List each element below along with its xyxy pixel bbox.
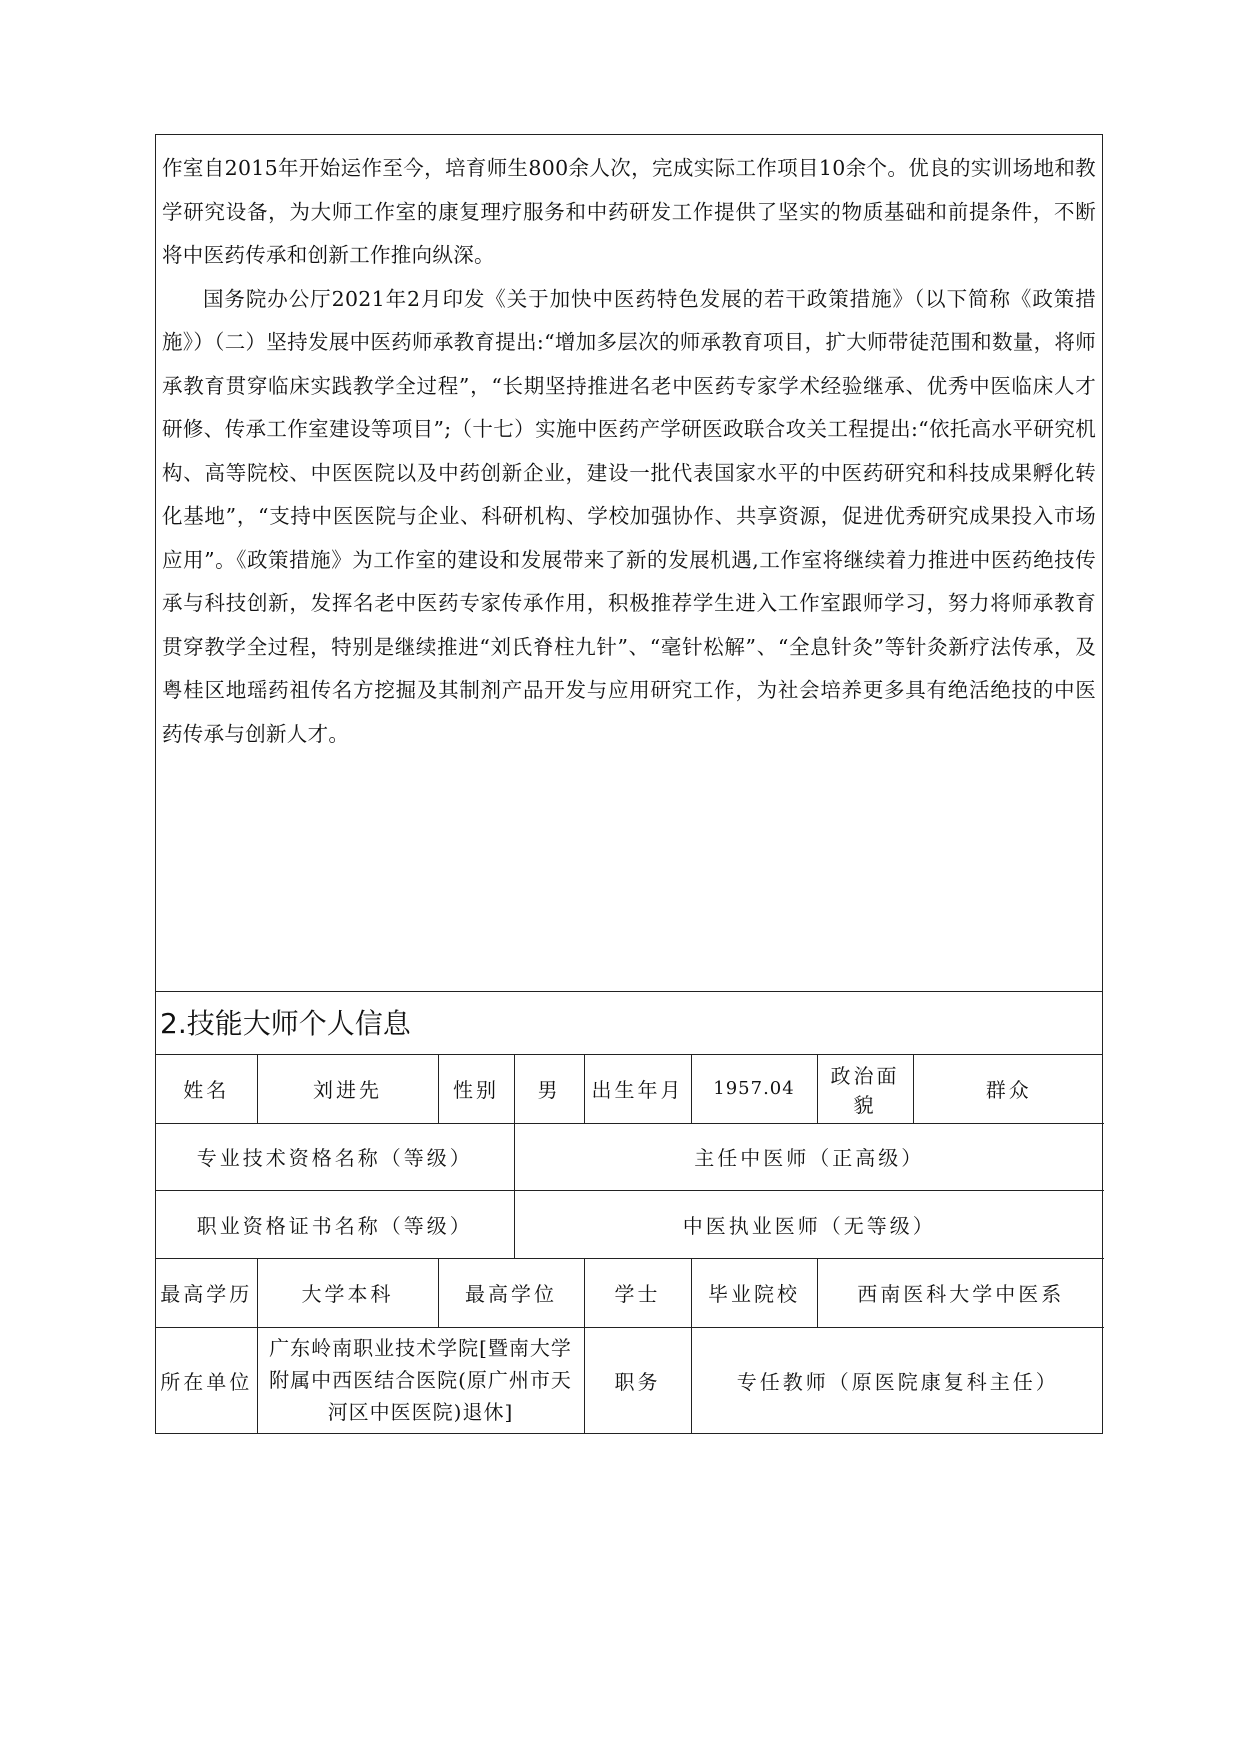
school-value: 西南医科大学中医系 bbox=[817, 1258, 1104, 1327]
unit-value: 广东岭南职业技术学院[暨南大学附属中西医结合医院(原广州市天河区中医医院)退休] bbox=[257, 1327, 584, 1433]
paragraph-policy-measures: 国务院办公厅2021年2月印发《关于加快中医药特色发展的若干政策措施》（以下简称《政策措施》）（二）坚持发展中医药师承教育提出:“增加多层次的师承教育项目，扩大师带徒范围和数量，将师承教育贯穿临床实践教学全过程”，“长期坚持推进名老中医药专家学术经验继承、优秀中医临床人才研修、传承工作室建设等项目”;（十七）实施中医药产学研医政联合攻关工程提出:“依托高水平研究机构、高等院校、中医医院以及中药创新企业，建设一批代表国家水平的中医药研究和科技成果孵化转化基地”，“支持中医医院与企业、科研机构、学校加强协作、共享资源，促进优秀研究成果投入市场应用”。《政策措施》为工作室的建设和发展带来了新的发展机遇,工作室将继续着力推进中医药绝技传承与科技创新，发挥名老中医药专家传承作用，积极推荐学生进入工作室跟师学习，努力将师承教育贯穿教学全过程，特别是继续推进“刘氏脊柱九针”、“毫针松解”、“全息针灸”等针灸新疗法传承，及粤桂区地瑶药祖传名方挖掘及其制剂产品开发与应用研究工作，为社会培养更多具有绝活绝技的中医药传承与创新人才。 bbox=[162, 286, 1096, 746]
table-row bbox=[156, 1123, 1104, 1190]
education-label: 最高学历 bbox=[156, 1258, 257, 1327]
cert-value: 中医执业医师（无等级） bbox=[514, 1190, 1104, 1258]
narrative-cell bbox=[156, 135, 1102, 992]
school-label: 毕业院校 bbox=[691, 1258, 817, 1327]
education-value: 大学本科 bbox=[257, 1258, 438, 1327]
politics-value: 群众 bbox=[913, 1055, 1104, 1123]
section-title: 2.技能大师个人信息 bbox=[156, 992, 1102, 1055]
tech-title-label: 专业技术资格名称（等级） bbox=[156, 1123, 514, 1190]
birth-value: 1957.04 bbox=[691, 1055, 817, 1123]
birth-label: 出生年月 bbox=[584, 1055, 691, 1123]
table-row bbox=[156, 1327, 1104, 1433]
gender-value: 男 bbox=[514, 1055, 584, 1123]
master-info-table bbox=[156, 1055, 1104, 1433]
position-value: 专任教师（原医院康复科主任） bbox=[691, 1327, 1104, 1433]
table-row bbox=[156, 1258, 1104, 1327]
unit-label: 所在单位 bbox=[156, 1327, 257, 1433]
name-label: 姓名 bbox=[156, 1055, 257, 1123]
table-row bbox=[156, 1190, 1104, 1258]
degree-value: 学士 bbox=[584, 1258, 691, 1327]
politics-label: 政治面貌 bbox=[817, 1055, 913, 1123]
paragraph-workshop-achievements: 作室自2015年开始运作至今，培育师生800余人次，完成实际工作项目10余个。优良的实训场地和教学研究设备，为大师工作室的康复理疗服务和中药研发工作提供了坚实的物质基础和前提条件，不断将中医药传承和创新工作推向纵深。 bbox=[162, 156, 1096, 267]
position-label: 职务 bbox=[584, 1327, 691, 1433]
cert-label: 职业资格证书名称（等级） bbox=[156, 1190, 514, 1258]
table-row bbox=[156, 1055, 1104, 1123]
degree-label: 最高学位 bbox=[438, 1258, 584, 1327]
gender-label: 性别 bbox=[438, 1055, 514, 1123]
name-value: 刘进先 bbox=[257, 1055, 438, 1123]
tech-title-value: 主任中医师（正高级） bbox=[514, 1123, 1104, 1190]
document-frame bbox=[155, 134, 1103, 1434]
